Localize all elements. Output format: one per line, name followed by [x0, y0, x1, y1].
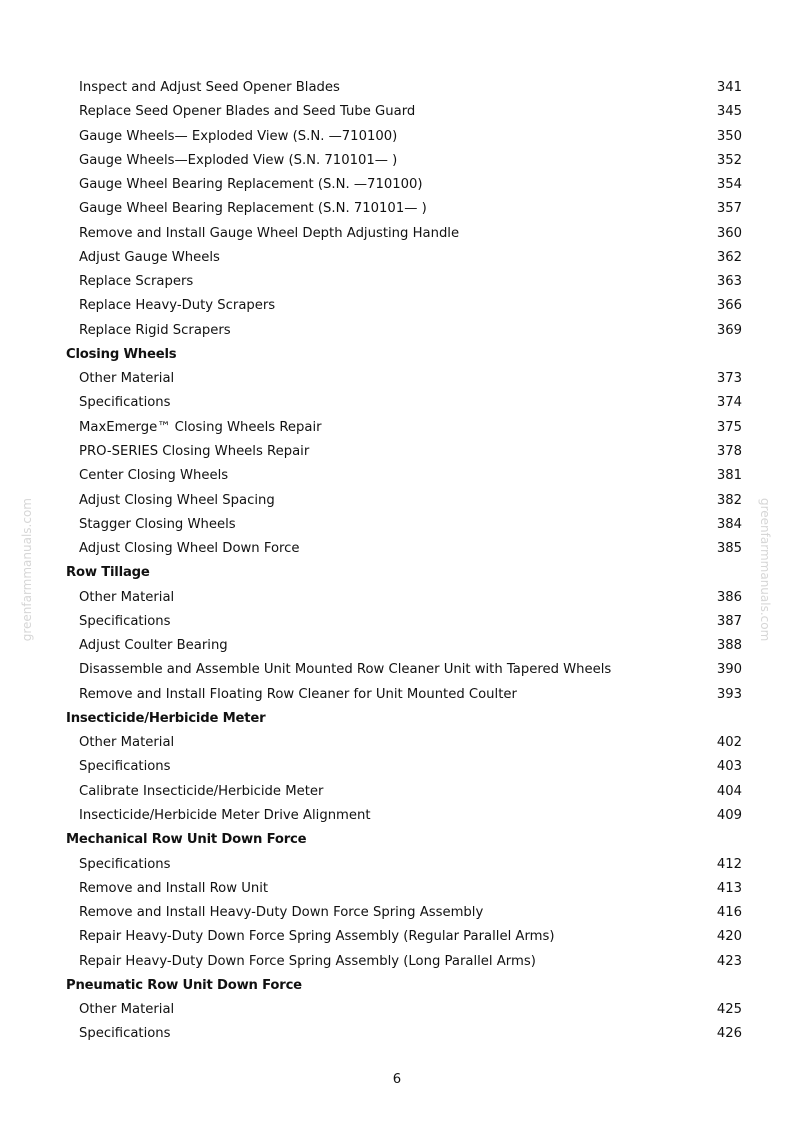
- toc-entry[interactable]: [66, 853, 742, 877]
- entry-page-number: 354: [716, 177, 742, 193]
- entry-title: Stagger Closing Wheels: [79, 516, 236, 532]
- entry-title: Replace Seed Opener Blades and Seed Tube Guard: [79, 104, 416, 120]
- entry-title: Remove and Install Heavy-Duty Down Force Spring Assembly: [79, 905, 484, 921]
- entry-title: Gauge Wheel Bearing Replacement (S.N. —710100): [79, 177, 423, 193]
- entry-title: Adjust Closing Wheel Spacing: [79, 492, 275, 508]
- toc-section-heading: [66, 343, 742, 367]
- entry-page-number: 385: [716, 541, 742, 557]
- toc-entry[interactable]: [66, 76, 742, 100]
- toc-section-heading: [66, 974, 742, 998]
- entry-title: Other Material: [79, 371, 175, 387]
- entry-page-number: 374: [716, 395, 742, 411]
- entry-title: Adjust Closing Wheel Down Force: [79, 541, 300, 557]
- entry-title: Other Material: [79, 735, 175, 751]
- toc-entry[interactable]: [66, 804, 742, 828]
- entry-page-number: 369: [716, 322, 742, 338]
- entry-page-number: 386: [716, 589, 742, 605]
- toc-entry[interactable]: [66, 610, 742, 634]
- entry-page-number: 378: [716, 443, 742, 459]
- toc-entry[interactable]: [66, 391, 742, 415]
- entry-title: Specifications: [79, 613, 171, 629]
- entry-title: Remove and Install Row Unit: [79, 880, 269, 896]
- entry-page-number: 363: [716, 274, 742, 290]
- toc-entry[interactable]: [66, 294, 742, 318]
- entry-title: Specifications: [79, 1026, 171, 1042]
- entry-title: Repair Heavy-Duty Down Force Spring Assembly (Regular Parallel Arms): [79, 929, 555, 945]
- toc-entry[interactable]: [66, 440, 742, 464]
- toc-section-heading: [66, 828, 742, 852]
- entry-page-number: 423: [716, 953, 742, 969]
- entry-title: Specifications: [79, 856, 171, 872]
- toc-entry[interactable]: [66, 319, 742, 343]
- watermark-right: greenfarmmanuals.com: [758, 498, 772, 642]
- entry-page-number: 352: [716, 152, 742, 168]
- entry-page-number: 388: [716, 638, 742, 654]
- toc-entry[interactable]: [66, 586, 742, 610]
- entry-page-number: 404: [716, 783, 742, 799]
- toc-entry[interactable]: [66, 950, 742, 974]
- entry-page-number: 420: [716, 929, 742, 945]
- entry-page-number: 390: [716, 662, 742, 678]
- toc-entry[interactable]: [66, 683, 742, 707]
- entry-page-number: 360: [716, 225, 742, 241]
- entry-title: Replace Rigid Scrapers: [79, 322, 231, 338]
- entry-page-number: 384: [716, 516, 742, 532]
- entry-title: Repair Heavy-Duty Down Force Spring Assembly (Long Parallel Arms): [79, 953, 536, 969]
- entry-page-number: 382: [716, 492, 742, 508]
- entry-page-number: 413: [716, 880, 742, 896]
- toc-entry[interactable]: [66, 780, 742, 804]
- entry-title: PRO-SERIES Closing Wheels Repair: [79, 443, 310, 459]
- toc-entry[interactable]: [66, 658, 742, 682]
- toc-entry[interactable]: [66, 634, 742, 658]
- toc-entry[interactable]: [66, 149, 742, 173]
- toc-entry[interactable]: [66, 489, 742, 513]
- toc-entry[interactable]: [66, 222, 742, 246]
- entry-title: Other Material: [79, 589, 175, 605]
- watermark-left: greenfarmmanuals.com: [20, 498, 34, 642]
- entry-page-number: 412: [716, 856, 742, 872]
- toc-entry[interactable]: [66, 464, 742, 488]
- toc-entry[interactable]: [66, 998, 742, 1022]
- entry-title: Remove and Install Gauge Wheel Depth Adjusting Handle: [79, 225, 460, 241]
- table-of-contents: [66, 76, 742, 1047]
- entry-page-number: 409: [716, 807, 742, 823]
- entry-page-number: 366: [716, 298, 742, 314]
- toc-entry[interactable]: [66, 125, 742, 149]
- entry-page-number: 345: [716, 104, 742, 120]
- entry-page-number: 362: [716, 249, 742, 265]
- entry-title: Adjust Coulter Bearing: [79, 638, 228, 654]
- section-title: Closing Wheels: [66, 346, 177, 362]
- entry-page-number: 381: [716, 468, 742, 484]
- entry-title: Replace Scrapers: [79, 274, 194, 290]
- entry-page-number: 402: [716, 735, 742, 751]
- toc-entry[interactable]: [66, 925, 742, 949]
- section-title: Row Tillage: [66, 565, 150, 581]
- entry-title: Specifications: [79, 395, 171, 411]
- toc-entry[interactable]: [66, 513, 742, 537]
- entry-title: Center Closing Wheels: [79, 468, 229, 484]
- page-number: 6: [392, 1072, 402, 1087]
- toc-entry[interactable]: [66, 246, 742, 270]
- entry-title: Adjust Gauge Wheels: [79, 249, 220, 265]
- section-title: Mechanical Row Unit Down Force: [66, 832, 307, 848]
- entry-page-number: 341: [716, 80, 742, 95]
- toc-section-heading: [66, 707, 742, 731]
- toc-entry[interactable]: [66, 270, 742, 294]
- entry-title: Calibrate Insecticide/Herbicide Meter: [79, 783, 324, 799]
- toc-entry[interactable]: [66, 901, 742, 925]
- toc-section-heading: [66, 561, 742, 585]
- entry-page-number: 387: [716, 613, 742, 629]
- entry-title: Inspect and Adjust Seed Opener Blades: [79, 80, 340, 95]
- entry-title: Gauge Wheels—Exploded View (S.N. 710101— ): [79, 152, 398, 168]
- toc-entry[interactable]: [66, 416, 742, 440]
- entry-page-number: 393: [716, 686, 742, 702]
- section-title: Insecticide/Herbicide Meter: [66, 710, 266, 726]
- entry-page-number: 373: [716, 371, 742, 387]
- entry-title: Specifications: [79, 759, 171, 775]
- toc-entry[interactable]: [66, 367, 742, 391]
- entry-page-number: 416: [716, 905, 742, 921]
- entry-title: Replace Heavy-Duty Scrapers: [79, 298, 276, 314]
- toc-entry[interactable]: [66, 537, 742, 561]
- entry-title: Remove and Install Floating Row Cleaner for Unit Mounted Coulter: [79, 686, 517, 702]
- section-title: Pneumatic Row Unit Down Force: [66, 977, 302, 993]
- entry-title: Other Material: [79, 1002, 175, 1018]
- entry-title: Disassemble and Assemble Unit Mounted Row Cleaner Unit with Tapered Wheels: [79, 662, 612, 678]
- toc-entry[interactable]: [66, 755, 742, 779]
- entry-title: Insecticide/Herbicide Meter Drive Alignment: [79, 807, 371, 823]
- entry-page-number: 350: [716, 128, 742, 144]
- entry-page-number: 426: [716, 1026, 742, 1042]
- entry-title: Gauge Wheel Bearing Replacement (S.N. 710101— ): [79, 201, 427, 217]
- entry-title: Gauge Wheels— Exploded View (S.N. —710100): [79, 128, 398, 144]
- entry-page-number: 357: [716, 201, 742, 217]
- toc-entry[interactable]: [66, 731, 742, 755]
- toc-entry[interactable]: [66, 197, 742, 221]
- toc-entry[interactable]: [66, 1022, 742, 1046]
- entry-title: MaxEmerge™ Closing Wheels Repair: [79, 419, 322, 435]
- entry-page-number: 403: [716, 759, 742, 775]
- entry-page-number: 375: [716, 419, 742, 435]
- toc-entry[interactable]: [66, 173, 742, 197]
- toc-entry[interactable]: [66, 877, 742, 901]
- toc-entry[interactable]: [66, 100, 742, 124]
- entry-page-number: 425: [716, 1002, 742, 1018]
